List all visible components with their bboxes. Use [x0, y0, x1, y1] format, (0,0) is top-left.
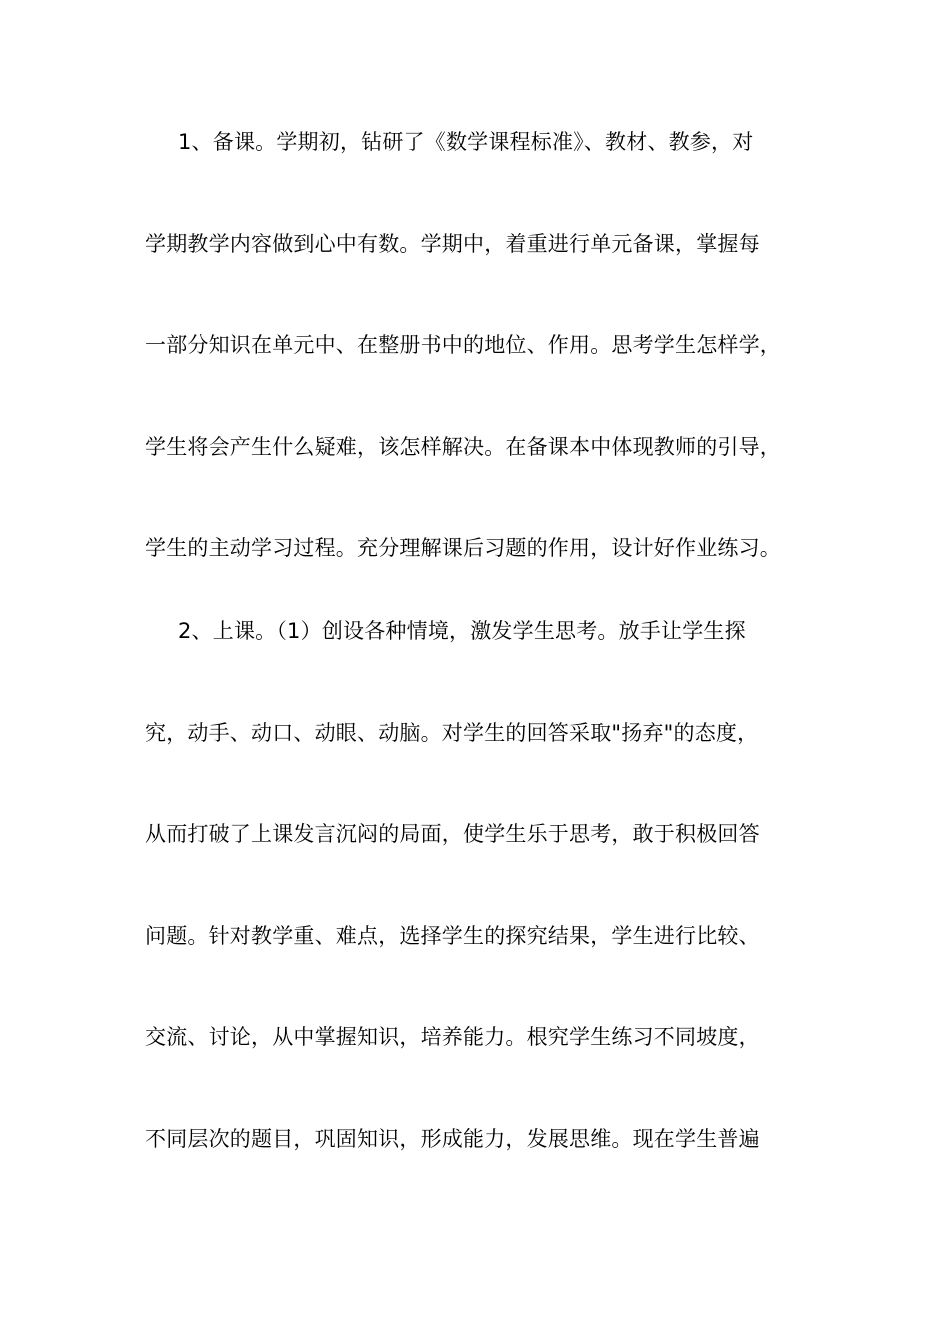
paragraph-2-line-6: 不同层次的题目，巩固知识，形成能力，发展思维。现在学生普遍: [145, 1127, 760, 1151]
paragraph-1-line-1: 1、备课。学期初，钻研了《数学课程标准》、教材、教参，对: [178, 130, 754, 154]
paragraph-2-line-5: 交流、讨论，从中掌握知识，培养能力。根究学生练习不同坡度，: [145, 1025, 760, 1049]
paragraph-1-line-2: 学期教学内容做到心中有数。学期中，着重进行单元备课，掌握每: [145, 232, 760, 256]
paragraph-1-line-3: 一部分知识在单元中、在整册书中的地位、作用。思考学生怎样学，: [145, 333, 781, 357]
paragraph-2-line-4: 问题。针对教学重、难点，选择学生的探究结果，学生进行比较、: [145, 924, 760, 948]
paragraph-1-line-4: 学生将会产生什么疑难，该怎样解决。在备课本中体现教师的引导，: [145, 435, 781, 459]
paragraph-2-line-3: 从而打破了上课发言沉闷的局面，使学生乐于思考，敢于积极回答: [145, 822, 760, 846]
paragraph-1-line-5: 学生的主动学习过程。充分理解课后习题的作用，设计好作业练习。: [145, 536, 781, 560]
paragraph-2-line-1: 2、上课。（1）创设各种情境，激发学生思考。放手让学生探: [178, 619, 746, 643]
paragraph-2-line-2: 究，动手、动口、动眼、动脑。对学生的回答采取"扬弃"的态度，: [145, 721, 759, 745]
